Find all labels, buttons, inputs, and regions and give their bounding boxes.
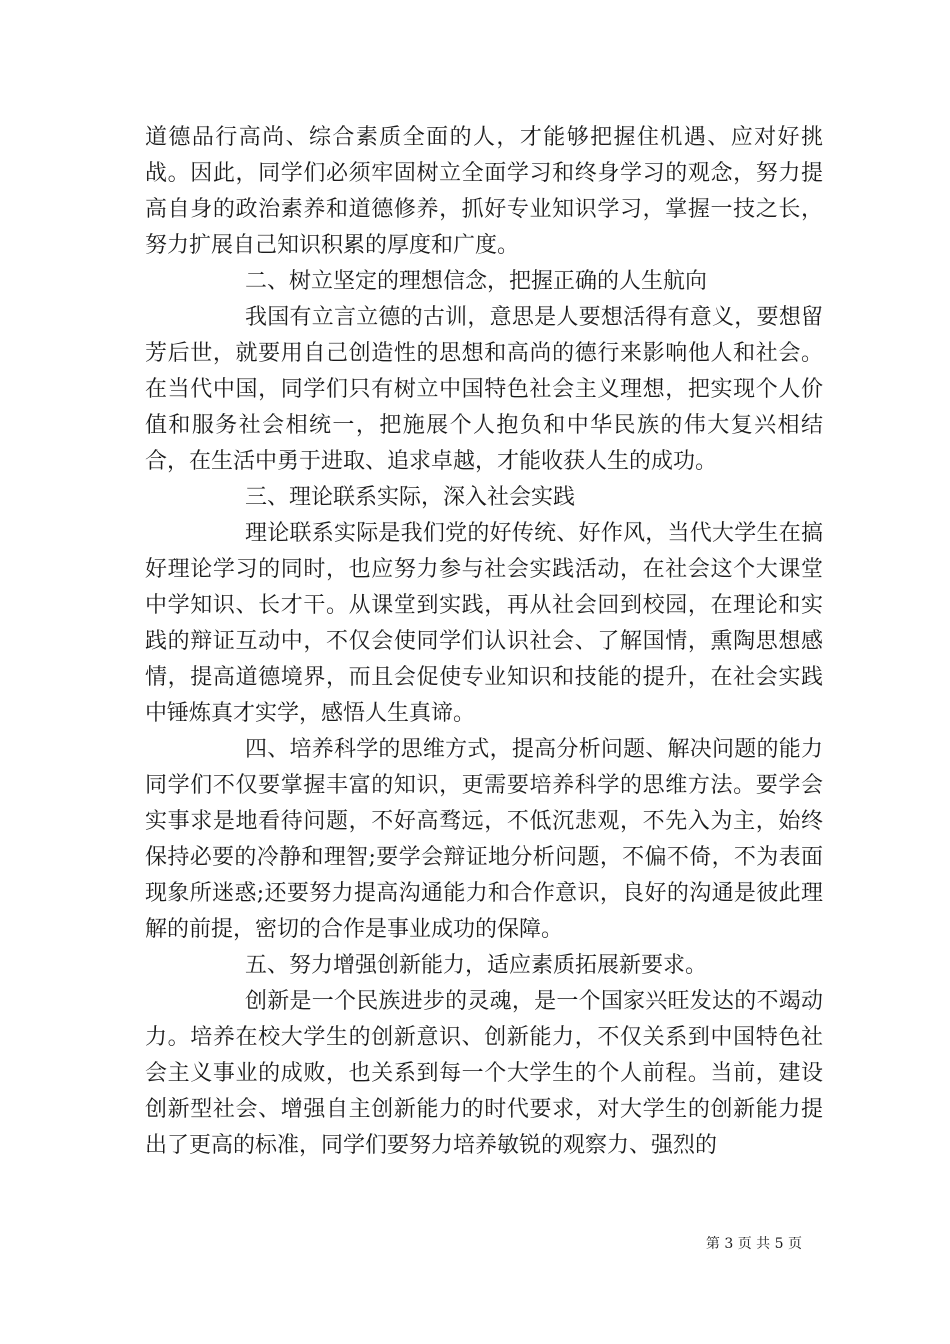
paragraph-3: 理论联系实际是我们党的好传统、好作风，当代大学生在搞好理论学习的同时，也应努力参与社会实践活动，在社会这个大课堂中学知识、长才干。从课堂到实践，再从社会回到校园，在理论和实践的辩证互动中，不仅会使同学们认识社会、了解国情，熏陶思想感情，提高道德境界，而且会促使专业知识和技能的提升，在社会实践中锤炼真才实学，感悟人生真谛。 [145,521,823,726]
page-number-footer: 第 3 页 共 5 页 [705,1236,802,1252]
section-heading-3: 三、理论联系实际，深入社会实践 [245,485,576,510]
section-heading-5: 五、努力增强创新能力，适应素质拓展新要求。 [245,953,708,978]
document-body [145,120,823,1164]
paragraph-4: 四、培养科学的思维方式，提高分析问题、解决问题的能力同学们不仅要掌握丰富的知识，更需要培养科学的思维方法。要学会实事求是地看待问题，不好高骛远，不低沉悲观，不先入为主，始终保持必要的冷静和理智;要学会辩证地分析问题，不偏不倚，不为表面现象所迷惑;还要努力提高沟通能力和合作意识，良好的沟通是彼此理解的前提，密切的合作是事业成功的保障。 [145,737,823,942]
paragraph-5: 创新是一个民族进步的灵魂，是一个国家兴旺发达的不竭动力。培养在校大学生的创新意识、创新能力，不仅关系到中国特色社会主义事业的成败，也关系到每一个大学生的个人前程。当前，建设创新型社会、增强自主创新能力的时代要求，对大学生的创新能力提出了更高的标准，同学们要努力培养敏锐的观察力、强烈的 [145,989,823,1158]
paragraph-2: 我国有立言立德的古训，意思是人要想活得有意义，要想留芳后世，就要用自己创造性的思想和高尚的德行来影响他人和社会。在当代中国，同学们只有树立中国特色社会主义理想，把实现个人价值和服务社会相统一，把施展个人抱负和中华民族的伟大复兴相结合，在生活中勇于进取、追求卓越，才能收获人生的成功。 [145,305,823,474]
section-heading-2: 二、树立坚定的理想信念，把握正确的人生航向 [245,269,708,294]
paragraph-1: 道德品行高尚、综合素质全面的人，才能够把握住机遇、应对好挑战。因此，同学们必须牢固树立全面学习和终身学习的观念，努力提高自身的政治素养和道德修养，抓好专业知识学习，掌握一技之长，努力扩展自己知识积累的厚度和广度。 [145,125,823,258]
